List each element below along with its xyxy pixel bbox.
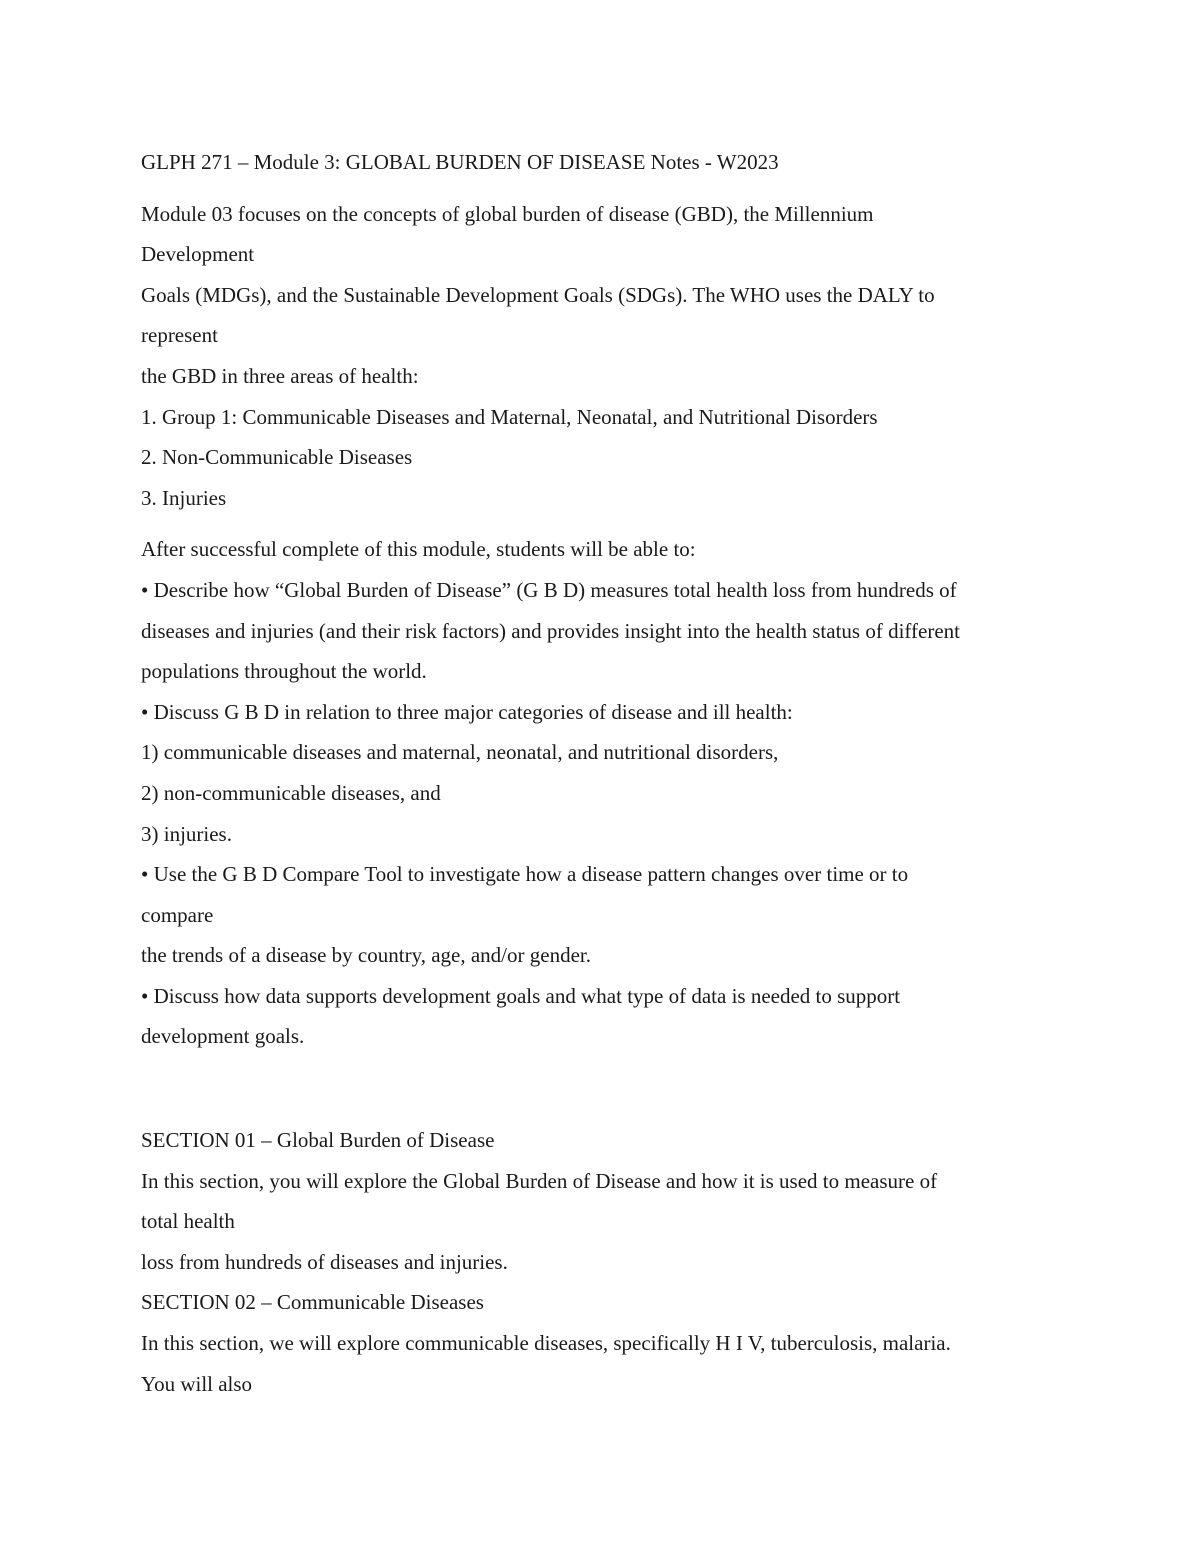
bullet-item: • Discuss how data supports development goals and what type of data is needed to support — [141, 983, 901, 1008]
bullet-item: • Describe how “Global Burden of Disease” (G B D) measures total health loss from hundreds of — [141, 577, 957, 602]
text-line: development goals. — [141, 1024, 305, 1049]
bullet-item: • Discuss G B D in relation to three major categories of disease and ill health: — [141, 699, 793, 724]
spacer — [141, 518, 1081, 529]
text-line: You will also — [141, 1371, 253, 1396]
list-item: 2. Non-Communicable Diseases — [141, 445, 413, 470]
text-line: populations throughout the world. — [141, 659, 427, 684]
sections-overview — [141, 1120, 1081, 1404]
list-item: 1. Group 1: Communicable Diseases and Maternal, Neonatal, and Nutritional Disorders — [141, 404, 878, 429]
text-line: loss from hundreds of diseases and injuries. — [141, 1249, 508, 1274]
list-item: 1) communicable diseases and maternal, neonatal, and nutritional disorders, — [141, 740, 779, 765]
text-line: compare — [141, 902, 214, 927]
document-body — [141, 142, 1081, 1404]
learning-outcomes — [141, 529, 1081, 1057]
text-line: Development — [141, 242, 255, 267]
list-item: 3) injuries. — [141, 821, 232, 846]
list-item: 2) non-communicable diseases, and — [141, 780, 441, 805]
intro-paragraph — [141, 194, 1081, 519]
list-item: 3. Injuries — [141, 485, 227, 510]
spacer — [141, 183, 1081, 194]
text-line: Goals (MDGs), and the Sustainable Development Goals (SDGs). The WHO uses the DALY to — [141, 282, 935, 307]
spacer — [141, 1057, 1081, 1120]
text-line: diseases and injuries (and their risk factors) and provides insight into the health status of different — [141, 618, 960, 643]
document-title: GLPH 271 – Module 3: GLOBAL BURDEN OF DISEASE Notes - W2023 — [141, 150, 779, 174]
text-line: Module 03 focuses on the concepts of global burden of disease (GBD), the Millennium — [141, 201, 874, 226]
text-line: represent — [141, 323, 218, 348]
text-line: the trends of a disease by country, age, and/or gender. — [141, 943, 591, 968]
text-line: In this section, you will explore the Global Burden of Disease and how it is used to measure of — [141, 1168, 938, 1193]
bullet-item: • Use the G B D Compare Tool to investigate how a disease pattern changes over time or to — [141, 862, 909, 887]
text-line: total health — [141, 1209, 235, 1234]
section-heading: SECTION 01 – Global Burden of Disease — [141, 1128, 495, 1153]
text-line: After successful complete of this module, students will be able to: — [141, 537, 696, 562]
section-heading: SECTION 02 – Communicable Diseases — [141, 1290, 484, 1315]
text-line: In this section, we will explore communicable diseases, specifically H I V, tuberculosis, malaria. — [141, 1331, 951, 1356]
text-line: the GBD in three areas of health: — [141, 363, 419, 388]
